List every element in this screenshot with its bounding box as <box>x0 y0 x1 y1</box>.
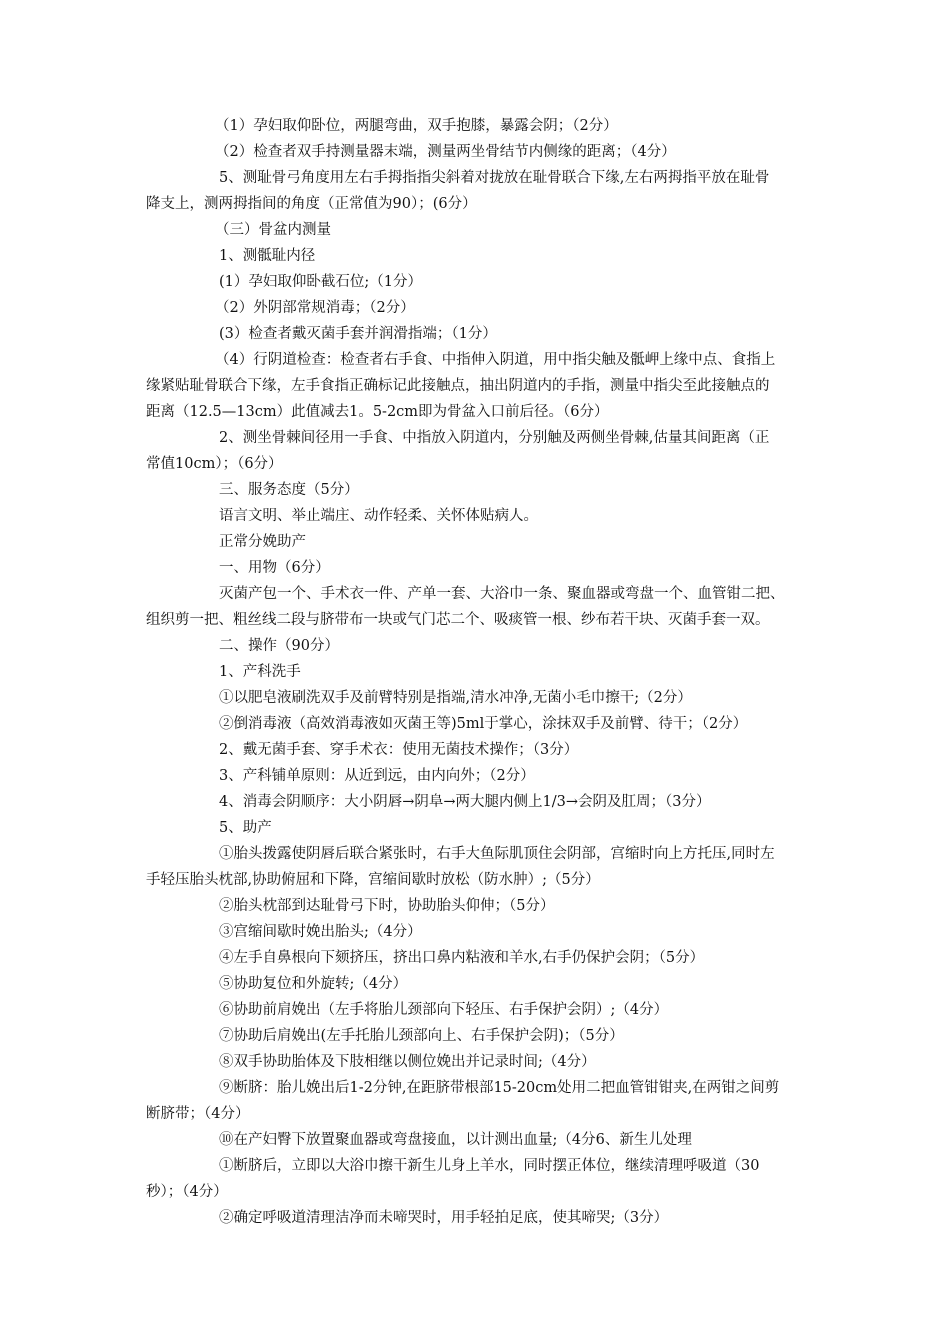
text-line: 二、操作（90分） <box>219 638 339 654</box>
text-line: ②倒消毒液（高效消毒液如灭菌王等)5ml于掌心，涂抹双手及前臂、待干；（2分） <box>219 716 748 732</box>
text-line: 秒）；（4分） <box>146 1184 228 1200</box>
text-line: 4、消毒会阴顺序：大小阴唇→阴阜→两大腿内侧上1/3→会阴及肛周；（3分） <box>219 794 711 810</box>
text-line: 组织剪一把、粗丝线二段与脐带布一块或气门芯二个、吸痰管一根、纱布若干块、灭菌手套一双。 <box>146 612 770 628</box>
text-line: ④左手自鼻根向下颏挤压，挤出口鼻内粘液和羊水,右手仍保护会阴；（5分） <box>219 950 705 966</box>
text-line: 5、助产 <box>219 820 272 836</box>
text-line: （2）外阴部常规消毒；（2分） <box>215 300 415 316</box>
text-line: 1、测骶耻内径 <box>219 248 316 264</box>
text-line: ⑤协助复位和外旋转;（4分） <box>219 976 408 992</box>
text-line: 距离（12.5—13cm）此值减去1。5-2cm即为骨盆入口前后径。（6分） <box>146 404 609 420</box>
text-line: 语言文明、举止端庄、动作轻柔、关怀体贴病人。 <box>219 508 538 524</box>
text-line: 降支上，测两拇指间的角度（正常值为90）；(6分） <box>146 196 477 212</box>
document-body <box>146 113 806 1231</box>
text-line: ⑧双手协助胎体及下肢相继以侧位娩出并记录时间;（4分） <box>219 1054 596 1070</box>
text-line: 灭菌产包一个、手术衣一件、产单一套、大浴巾一条、聚血器或弯盘一个、血管钳二把、 <box>219 586 785 602</box>
text-line: 三、服务态度（5分） <box>219 482 359 498</box>
text-line: ③宫缩间歇时娩出胎头;（4分） <box>219 924 422 940</box>
text-line: 2、戴无菌手套、穿手术衣：使用无菌技术操作；（3分） <box>219 742 579 758</box>
text-line: 常值10cm）；（6分） <box>146 456 283 472</box>
text-line: ⑥协助前肩娩出（左手将胎儿颈部向下轻压、右手保护会阴）;（4分） <box>219 1002 669 1018</box>
text-line: ⑦协助后肩娩出(左手托胎儿颈部向上、右手保护会阴)；（5分） <box>219 1028 624 1044</box>
text-line: ②胎头枕部到达耻骨弓下时，协助胎头仰伸；（5分） <box>219 898 555 914</box>
text-line: ①以肥皂液刷洗双手及前臂特别是指端,清水冲净,无菌小毛巾擦干;（2分） <box>219 690 692 706</box>
text-line: 2、测坐骨棘间径用一手食、中指放入阴道内，分别触及两侧坐骨棘,估量其间距离（正 <box>219 430 770 446</box>
text-line: 5、测耻骨弓角度用左右手拇指指尖斜着对拢放在耻骨联合下缘,左右两拇指平放在耻骨 <box>219 170 770 186</box>
text-line: 手轻压胎头枕部,协助俯屈和下降，宫缩间歇时放松（防水肿）;（5分） <box>146 872 600 888</box>
text-line: (3）检查者戴灭菌手套并润滑指端；（1分） <box>219 326 497 342</box>
text-line: 1、产科洗手 <box>219 664 301 680</box>
text-line: 断脐带；（4分） <box>146 1106 250 1122</box>
text-line: 3、产科铺单原则：从近到远，由内向外；（2分） <box>219 768 535 784</box>
text-line: ①断脐后，立即以大浴巾擦干新生儿身上羊水，同时摆正体位，继续清理呼吸道（30 <box>219 1158 760 1174</box>
text-line: 一、用物（6分） <box>219 560 330 576</box>
text-line: （三）骨盆内测量 <box>215 222 331 238</box>
text-line: 缘紧贴耻骨联合下缘，左手食指正确标记此接触点，抽出阴道内的手指，测量中指尖至此接触点的 <box>146 378 770 394</box>
text-line: ⑨断脐：胎儿娩出后1-2分钟,在距脐带根部15-20cm处用二把血管钳钳夹,在两钳之间剪 <box>219 1080 780 1096</box>
text-line: 正常分娩助产 <box>219 534 306 550</box>
text-line: ②确定呼吸道清理洁净而未啼哭时，用手轻拍足底，使其啼哭;（3分） <box>219 1210 669 1226</box>
text-line: （2）检查者双手持测量器末端，测量两坐骨结节内侧缘的距离；（4分） <box>215 144 676 160</box>
text-line: （1）孕妇取仰卧位，两腿弯曲，双手抱膝，暴露会阴；（2分） <box>215 118 618 134</box>
text-line: (1）孕妇取仰卧截石位;（1分） <box>219 274 422 290</box>
text-line: ①胎头拨露使阴唇后联合紧张时，右手大鱼际肌顶住会阴部，宫缩时向上方托压,同时左 <box>219 846 775 862</box>
text-line: ⑩在产妇臀下放置聚血器或弯盘接血，以计测出血量;（4分6、新生儿处理 <box>219 1132 692 1148</box>
text-line: （4）行阴道检查：检查者右手食、中指伸入阴道，用中指尖触及骶岬上缘中点、食指上 <box>215 352 776 368</box>
